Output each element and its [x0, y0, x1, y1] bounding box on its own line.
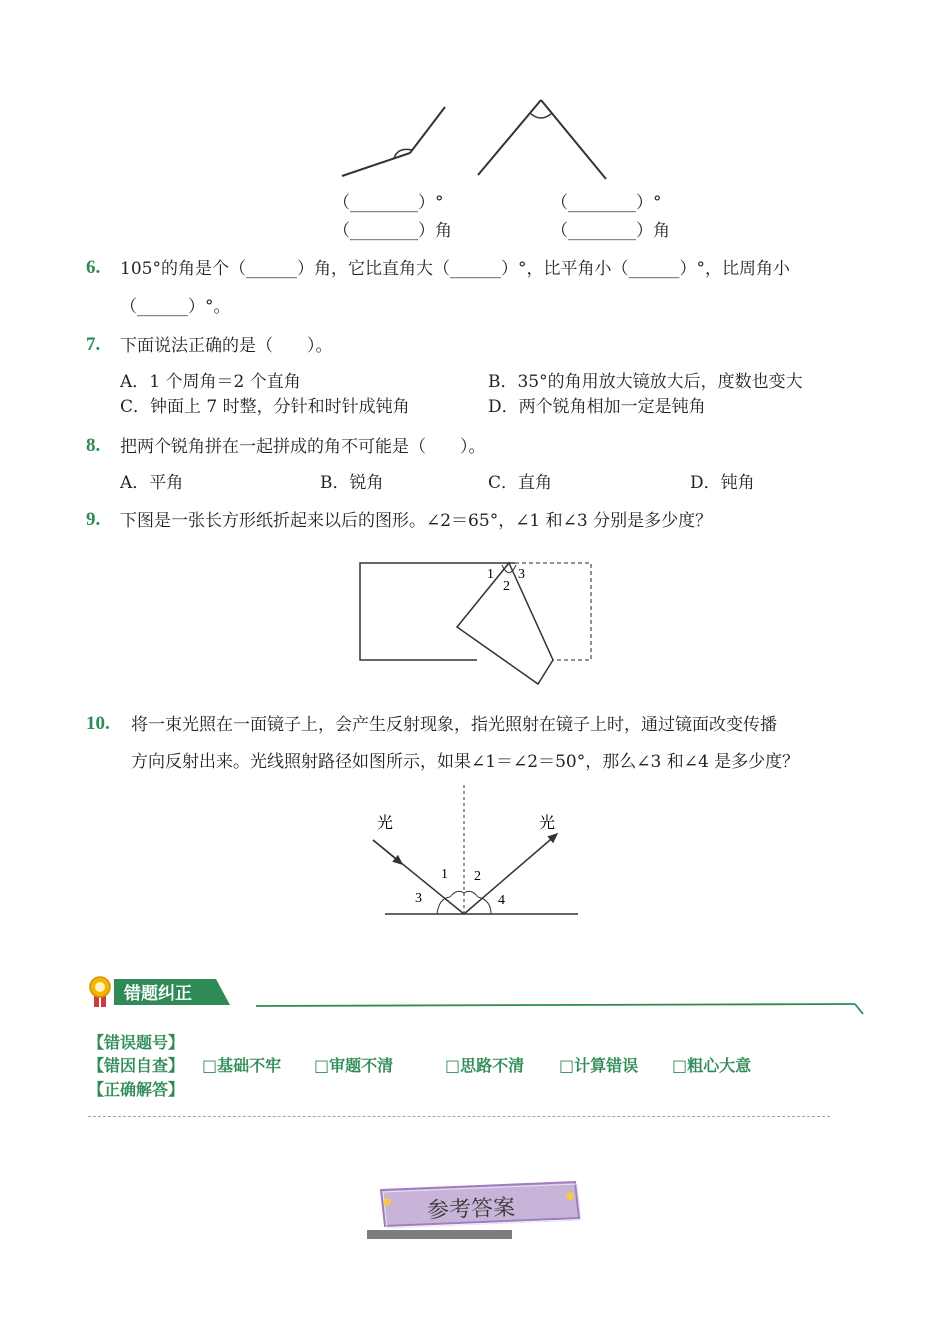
q10-light-reflection-figure — [365, 780, 590, 920]
answer-banner-text: 参考答案 — [426, 1194, 516, 1223]
cause-checkbox-basics[interactable]: □基础不牢 — [202, 1056, 282, 1075]
q6-text-line2: （______）°。 — [120, 297, 231, 317]
q9-folded-paper-figure — [355, 558, 600, 693]
q6-text-line1: 105°的角是个（______）角，它比直角大（______）°，比平角小（______）°，比周角小 — [120, 259, 790, 279]
q7-number: 7. — [86, 334, 101, 355]
q10-number: 10. — [86, 713, 110, 734]
q5-left-type-blank: （________）角 — [333, 221, 452, 241]
acute-angle-figure — [478, 100, 606, 179]
q7-option-b: B．35°的角用放大镜放大后，度数也变大 — [488, 372, 803, 392]
q8-option-d: D．钝角 — [690, 473, 755, 493]
q10-text-line2: 方向反射出来。光线照射路径如图所示，如果∠1＝∠2＝50°，那么∠3 和∠4 是多少度？ — [131, 752, 800, 772]
q9-angle-1-label: 1 — [487, 567, 494, 582]
q7-option-c: C．钟面上 7 时整，分针和时针成钝角 — [120, 397, 410, 417]
q10-angle-4-label: 4 — [498, 893, 505, 908]
review-answer-label: 【正确解答】 — [88, 1080, 185, 1099]
obtuse-angle-figure — [342, 107, 445, 176]
q7-option-a: A．1 个周角＝2 个直角 — [120, 372, 301, 392]
q10-angle-1-label: 1 — [441, 867, 448, 882]
dashed-divider — [88, 1116, 830, 1117]
q5-right-degree-blank: （________）° — [551, 193, 662, 213]
q5-right-type-blank: （________）角 — [551, 221, 670, 241]
q5-left-degree-blank: （________）° — [333, 193, 444, 213]
review-section-header — [88, 975, 868, 1015]
cause-checkbox-calculation[interactable]: □计算错误 — [559, 1056, 639, 1075]
q8-option-b: B．锐角 — [320, 473, 384, 493]
q10-text-line1: 将一束光照在一面镜子上，会产生反射现象，指光照射在镜子上时，通过镜面改变传播 — [131, 715, 777, 735]
q9-stem: 下图是一张长方形纸折起来以后的图形。∠2＝65°，∠1 和∠3 分别是多少度？ — [120, 511, 713, 531]
cause-checkbox-thinking[interactable]: □思路不清 — [445, 1056, 525, 1075]
answer-banner — [365, 1178, 590, 1244]
q10-angle-2-label: 2 — [474, 869, 481, 884]
q9-angle-2-label: 2 — [503, 579, 510, 594]
q9-angle-3-label: 3 — [518, 567, 525, 582]
q6-number: 6. — [86, 257, 101, 278]
q10-angle-3-label: 3 — [415, 891, 422, 906]
reflected-light-label: 光 — [539, 815, 556, 832]
q8-option-c: C．直角 — [488, 473, 553, 493]
review-cause-label: 【错因自查】 — [88, 1056, 185, 1075]
cause-checkbox-reading[interactable]: □审题不清 — [314, 1056, 394, 1075]
q7-stem: 下面说法正确的是（ ）。 — [120, 336, 333, 356]
q5-angle-figures — [330, 95, 630, 185]
incident-light-label: 光 — [377, 815, 394, 832]
q8-option-a: A．平角 — [120, 473, 184, 493]
q7-option-d: D．两个锐角相加一定是钝角 — [488, 397, 706, 417]
q9-number: 9. — [86, 509, 101, 530]
medal-icon — [90, 977, 110, 1007]
review-wrong-number-label: 【错误题号】 — [88, 1033, 185, 1052]
q8-number: 8. — [86, 435, 101, 456]
review-section-title: 错题纠正 — [124, 984, 192, 1004]
q8-stem: 把两个锐角拼在一起拼成的角不可能是（ ）。 — [120, 437, 486, 457]
cause-checkbox-careless[interactable]: □粗心大意 — [672, 1056, 752, 1075]
